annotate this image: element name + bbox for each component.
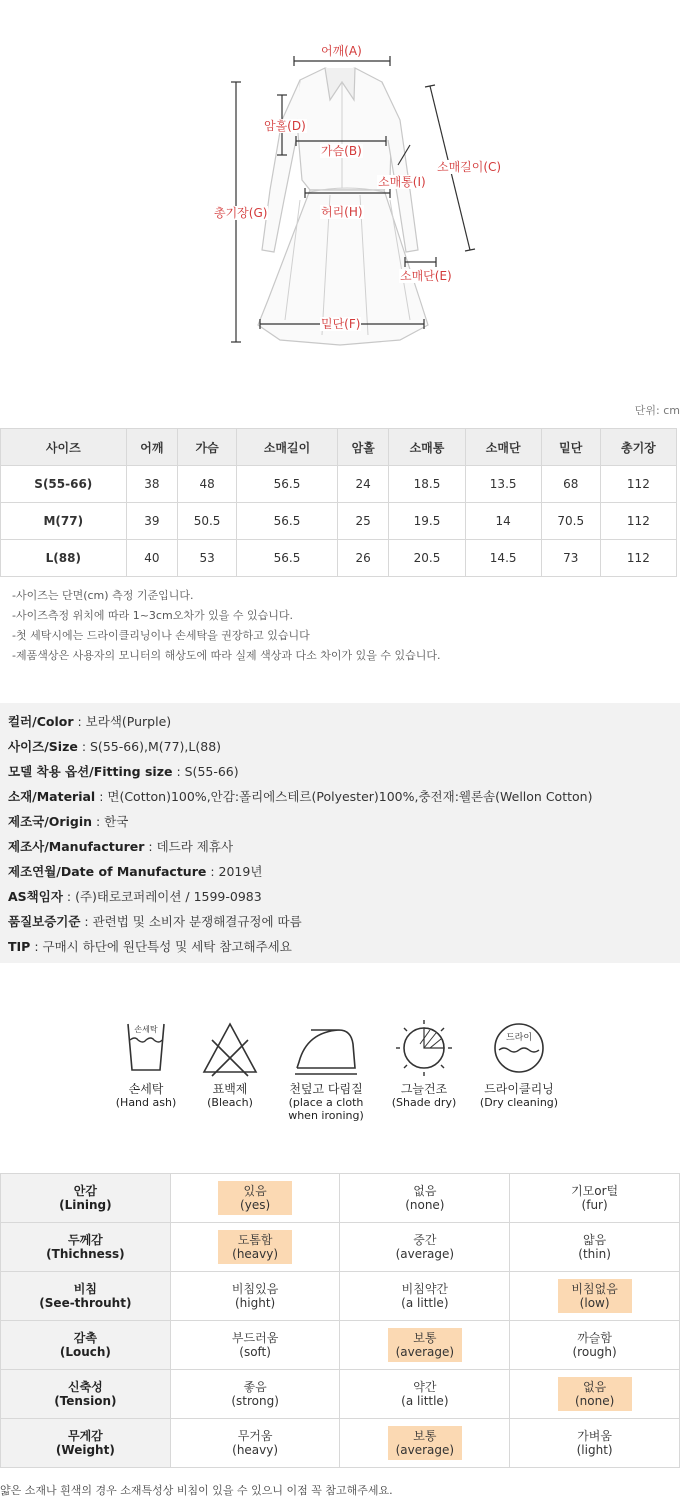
info-value: : 데드라 제휴사 [144, 839, 234, 854]
option-ko: 무거움 [237, 1429, 273, 1443]
option-ko: 비침없음 [571, 1282, 618, 1296]
table-row [1, 466, 677, 503]
option-ko: 까슬함 [577, 1331, 612, 1345]
fabric-head [1, 1321, 171, 1370]
fabric-option [340, 1321, 510, 1370]
fabric-option [340, 1272, 510, 1321]
size-table [0, 428, 677, 577]
option-en: (thin) [578, 1247, 611, 1261]
info-key: 제조국/Origin [8, 814, 92, 829]
fabric-head-ko: 신축성 [67, 1380, 103, 1394]
fabric-option [340, 1370, 510, 1419]
fabric-head [1, 1272, 171, 1321]
option-ko: 중간 [413, 1233, 437, 1247]
fabric-head-en: (Lining) [59, 1198, 112, 1212]
table-cell: 112 [600, 503, 676, 540]
fabric-head-ko: 무게감 [67, 1429, 103, 1443]
option-en: (hight) [234, 1296, 276, 1310]
table-cell: 38 [126, 466, 177, 503]
table-cell: 56.5 [237, 466, 338, 503]
care-label: 천덮고 다림질 [289, 1082, 363, 1096]
care-sub: when ironing) [288, 1109, 364, 1122]
label-armhole: 암홀(D) [264, 119, 306, 133]
table-cell: L(88) [1, 540, 127, 577]
option-en: (a little) [401, 1394, 449, 1408]
fabric-head-ko: 안감 [73, 1184, 97, 1198]
note-line: -사이즈는 단면(cm) 측정 기준입니다. [12, 589, 194, 602]
option-ko: 부드러움 [231, 1331, 279, 1345]
care-sub: (Bleach) [207, 1096, 253, 1109]
option-en: (heavy) [232, 1443, 279, 1457]
info-value: : S(55-66) [172, 764, 239, 779]
fabric-option [170, 1321, 340, 1370]
header-cell: 소매통 [389, 429, 465, 466]
info-value: : S(55-66),M(77),L(88) [77, 739, 222, 754]
iron-icon [291, 1018, 361, 1078]
label-shoulder: 어깨(A) [321, 44, 362, 58]
label-waist: 허리(H) [321, 205, 363, 219]
care-bleach [190, 1018, 270, 1109]
header-cell: 소매길이 [237, 429, 338, 466]
care-label: 그늘건조 [400, 1082, 448, 1096]
table-row [1, 540, 677, 577]
bottom-note: 얇은 소재나 흰색의 경우 소재특성상 비침이 있을 수 있으니 이점 꼭 참고해주세요. [0, 1484, 393, 1497]
note-line: -사이즈측정 위치에 따라 1~3cm오차가 있을 수 있습니다. [12, 609, 293, 622]
info-value: : (주)태로코퍼레이션 / 1599-0983 [62, 889, 262, 904]
table-cell: 112 [600, 466, 676, 503]
fabric-option [510, 1419, 680, 1468]
option [388, 1377, 462, 1411]
option-selected [218, 1230, 292, 1264]
option-selected [558, 1279, 632, 1313]
fabric-option [510, 1321, 680, 1370]
info-key: 소재/Material [8, 789, 96, 804]
header-cell: 가슴 [178, 429, 237, 466]
fabric-option [340, 1174, 510, 1223]
option-en: (soft) [239, 1345, 271, 1359]
fabric-head [1, 1370, 171, 1419]
info-key: 사이즈/Size [8, 739, 78, 754]
fabric-option [510, 1370, 680, 1419]
table-cell: 112 [600, 540, 676, 577]
option [388, 1181, 462, 1215]
table-cell: 40 [126, 540, 177, 577]
info-row [8, 859, 680, 884]
header-cell: 소매단 [465, 429, 541, 466]
size-notes [12, 586, 440, 666]
table-cell: 18.5 [389, 466, 465, 503]
option [388, 1230, 463, 1264]
fabric-head-en: (Weight) [55, 1443, 115, 1457]
info-row [8, 884, 680, 909]
product-info [0, 703, 680, 963]
option-en: (strong) [231, 1394, 279, 1408]
option-selected [388, 1426, 463, 1460]
option-en: (none) [574, 1394, 615, 1408]
table-cell: 25 [337, 503, 388, 540]
option-ko: 비침약간 [401, 1282, 449, 1296]
table-cell: 50.5 [178, 503, 237, 540]
info-key: 컬러/Color [8, 714, 74, 729]
fabric-head-ko: 두께감 [67, 1233, 103, 1247]
fabric-row [1, 1223, 680, 1272]
option-ko: 없음 [413, 1184, 437, 1198]
care-shade-dry [384, 1018, 464, 1109]
hand-wash-icon [116, 1018, 176, 1078]
fabric-row [1, 1419, 680, 1468]
fabric-head-en: (See-throuht) [39, 1296, 132, 1310]
option-selected [558, 1377, 632, 1411]
care-instructions [0, 1018, 680, 1138]
care-sub: (Dry cleaning) [479, 1096, 559, 1109]
info-value: : 한국 [92, 814, 129, 829]
dress-illustration [0, 0, 680, 390]
info-row [8, 709, 680, 734]
option-ko: 보통 [413, 1331, 437, 1345]
option-ko: 기모or털 [571, 1184, 619, 1198]
option-ko: 좋음 [243, 1380, 267, 1394]
fabric-option [170, 1370, 340, 1419]
info-row [8, 784, 680, 809]
fabric-row [1, 1370, 680, 1419]
label-hem: 밑단(F) [321, 317, 361, 331]
header-cell: 총기장 [600, 429, 676, 466]
fabric-option [340, 1419, 510, 1468]
info-key: TIP [8, 939, 31, 954]
info-row [8, 809, 680, 834]
option-ko: 약간 [413, 1380, 437, 1394]
info-row [8, 909, 680, 934]
option-en: (heavy) [232, 1247, 279, 1261]
label-total-length: 총기장(G) [214, 206, 268, 220]
care-sub: (Hand ash) [115, 1096, 177, 1109]
fabric-head [1, 1174, 171, 1223]
info-value: : 구매시 하단에 원단특성 및 세탁 참고해주세요 [30, 939, 292, 954]
header-cell: 사이즈 [1, 429, 127, 466]
table-cell: 73 [541, 540, 600, 577]
table-cell: S(55-66) [1, 466, 127, 503]
label-chest: 가슴(B) [321, 144, 362, 158]
option-en: (average) [395, 1247, 455, 1261]
info-value: : 관련법 및 소비자 분쟁해결규정에 따름 [80, 914, 302, 929]
table-cell: M(77) [1, 503, 127, 540]
option-en: (fur) [581, 1198, 608, 1212]
fabric-option [510, 1223, 680, 1272]
fabric-option [170, 1419, 340, 1468]
option [218, 1426, 292, 1460]
option-en: (yes) [240, 1198, 271, 1212]
label-sleeve-width: 소매통(I) [378, 175, 426, 189]
option-en: (low) [579, 1296, 610, 1310]
care-sub: (Shade dry) [391, 1096, 457, 1109]
option [558, 1328, 632, 1362]
note-line: -제품색상은 사용자의 모니터의 해상도에 따라 실제 색상과 다소 차이가 있을 수 있습니다. [12, 649, 441, 662]
option-ko: 보통 [413, 1429, 437, 1443]
fabric-row [1, 1321, 680, 1370]
table-cell: 14 [465, 503, 541, 540]
option-ko: 비침있음 [231, 1282, 279, 1296]
care-label: 표백제 [212, 1082, 248, 1096]
option [218, 1328, 292, 1362]
care-hand-wash [106, 1018, 186, 1109]
dry-cleaning-icon [489, 1018, 549, 1078]
option-selected [218, 1181, 292, 1215]
option-ko: 가벼움 [577, 1429, 612, 1443]
care-sub: (place a cloth [288, 1096, 364, 1109]
table-cell: 70.5 [541, 503, 600, 540]
note-line: -첫 세탁시에는 드라이클리닝이나 손세탁을 권장하고 있습니다 [12, 629, 310, 642]
info-row [8, 734, 680, 759]
table-cell: 19.5 [389, 503, 465, 540]
option-ko: 있음 [243, 1184, 267, 1198]
option-en: (average) [395, 1345, 455, 1359]
unit-label: 단위: cm [634, 404, 680, 417]
option-ko: 도톰함 [237, 1233, 273, 1247]
fabric-option [170, 1223, 340, 1272]
option-ko: 없음 [583, 1380, 607, 1394]
info-key: 품질보증기준 [8, 914, 81, 929]
option [558, 1426, 632, 1460]
table-cell: 68 [541, 466, 600, 503]
table-cell: 56.5 [237, 503, 338, 540]
table-cell: 26 [337, 540, 388, 577]
fabric-head [1, 1419, 171, 1468]
table-cell: 39 [126, 503, 177, 540]
info-key: 모델 착용 옵션/Fitting size [8, 764, 173, 779]
option-en: (average) [395, 1443, 455, 1457]
table-cell: 48 [178, 466, 237, 503]
option [388, 1279, 462, 1313]
option [558, 1230, 632, 1264]
option [558, 1181, 632, 1215]
fabric-option [510, 1174, 680, 1223]
shade-dry-icon [394, 1018, 454, 1078]
header-cell: 밑단 [541, 429, 600, 466]
table-cell: 13.5 [465, 466, 541, 503]
option-ko: 얇음 [583, 1233, 607, 1247]
fabric-option [340, 1223, 510, 1272]
info-value: : 면(Cotton)100%,안감:폴리에스테르(Polyester)100%,충전재:웰론솜(Wellon Cotton) [95, 789, 593, 804]
fabric-row [1, 1174, 680, 1223]
info-value: : 보라색(Purple) [73, 714, 172, 729]
size-diagram [0, 0, 680, 390]
fabric-head-ko: 비침 [73, 1282, 97, 1296]
table-cell: 20.5 [389, 540, 465, 577]
fabric-head-ko: 감촉 [73, 1331, 97, 1345]
size-table-header [1, 429, 677, 466]
label-cuff: 소매단(E) [400, 269, 452, 283]
table-cell: 53 [178, 540, 237, 577]
fabric-table [0, 1173, 680, 1468]
table-row [1, 503, 677, 540]
hand-wash-tag: 손세탁 [134, 1025, 158, 1034]
care-label: 드라이클리닝 [484, 1082, 554, 1096]
option-selected [388, 1328, 463, 1362]
fabric-option [170, 1272, 340, 1321]
label-sleeve-length: 소매길이(C) [437, 160, 502, 174]
header-cell: 어깨 [126, 429, 177, 466]
header-cell: 암홀 [337, 429, 388, 466]
info-key: AS책임자 [8, 889, 63, 904]
option [218, 1279, 292, 1313]
care-label: 손세탁 [128, 1082, 164, 1096]
info-value: : 2019년 [206, 864, 263, 879]
info-row [8, 934, 680, 959]
table-cell: 14.5 [465, 540, 541, 577]
fabric-head-en: (Tension) [54, 1394, 117, 1408]
fabric-head-en: (Thichness) [46, 1247, 125, 1261]
fabric-option [510, 1272, 680, 1321]
fabric-head-en: (Louch) [59, 1345, 111, 1359]
table-cell: 24 [337, 466, 388, 503]
option-en: (light) [576, 1443, 613, 1457]
info-row [8, 759, 680, 784]
no-bleach-icon [200, 1018, 260, 1078]
care-iron [276, 1018, 376, 1122]
table-cell: 56.5 [237, 540, 338, 577]
info-key: 제조연월/Date of Manufacture [8, 864, 207, 879]
dry-cleaning-tag: 드라이 [505, 1033, 533, 1043]
info-key: 제조사/Manufacturer [8, 839, 145, 854]
care-dry-cleaning [474, 1018, 564, 1109]
info-row [8, 834, 680, 859]
fabric-row [1, 1272, 680, 1321]
option-en: (none) [405, 1198, 445, 1212]
option-en: (a little) [401, 1296, 449, 1310]
fabric-option [170, 1174, 340, 1223]
option-en: (rough) [572, 1345, 617, 1359]
option [218, 1377, 292, 1411]
fabric-head [1, 1223, 171, 1272]
